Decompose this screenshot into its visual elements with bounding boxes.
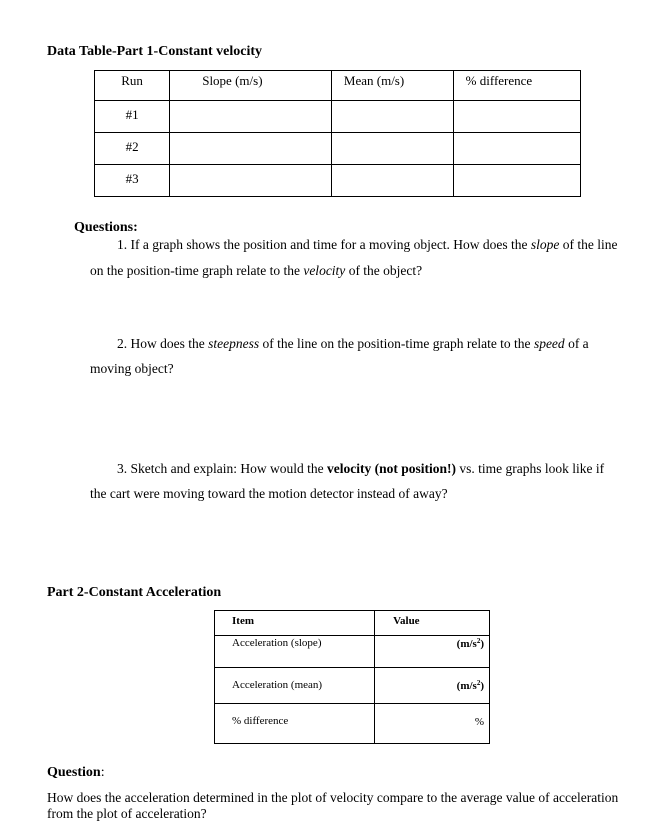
unit-label: (m/s [456, 680, 477, 692]
questions-heading: Questions: [74, 220, 138, 235]
unit-superscript: 2 [476, 679, 481, 687]
value-cell[interactable] [375, 704, 490, 744]
run-cell: #1 [95, 101, 170, 133]
final-question-colon: : [100, 765, 105, 780]
table-row [95, 165, 581, 197]
q1-text-c: of the line [559, 237, 618, 252]
q2-text-f: moving object? [90, 361, 174, 376]
part1-title: Data Table-Part 1-Constant velocity [47, 44, 263, 59]
unit-close: ) [480, 638, 484, 650]
item-cell: Acceleration (mean) [215, 668, 375, 704]
table-row [215, 668, 490, 704]
run-cell: #2 [95, 133, 170, 165]
unit-label: % [474, 716, 484, 728]
header-run: Run [95, 71, 170, 101]
final-question-line-2: from the plot of acceleration? [47, 806, 207, 821]
value-cell[interactable] [375, 636, 490, 668]
q1-text-f: of the object? [345, 263, 423, 278]
slope-cell[interactable] [170, 133, 332, 165]
header-slope: Slope (m/s) [170, 71, 332, 101]
mean-cell[interactable] [331, 133, 453, 165]
slope-cell[interactable] [170, 165, 332, 197]
q2-emphasis-steepness: steepness [208, 336, 260, 351]
q1-text-a: 1. If a graph shows the position and time for a moving object. How does the [117, 237, 531, 252]
unit-close: ) [480, 680, 484, 692]
item-cell: Acceleration (slope) [215, 636, 375, 668]
q2-text-e: of a [564, 336, 589, 351]
q2-text-a: 2. How does the [117, 336, 209, 351]
table-row [215, 636, 490, 668]
item-cell: % difference [215, 704, 375, 744]
q3-text-c: vs. time graphs look like if [455, 461, 605, 476]
q2-emphasis-speed: speed [533, 336, 565, 351]
final-question-label: Question [47, 765, 101, 780]
unit-superscript: 2 [476, 637, 481, 645]
q3-text-a: 3. Sketch and explain: How would the [117, 461, 327, 476]
table-header-row [215, 611, 490, 636]
question-3-line-1 [117, 461, 604, 477]
final-question-line-1: How does the acceleration determined in the plot of velocity compare to the average value of acceleration [47, 790, 619, 805]
unit-label: (m/s [456, 638, 477, 650]
q1-text-d: on the position-time graph relate to the [90, 263, 304, 278]
question-2-line-1 [117, 336, 589, 352]
q3-emphasis-velocity: velocity (not position!) [326, 461, 456, 476]
question-2-line-2 [90, 361, 174, 377]
table-row [215, 704, 490, 744]
table-row [95, 101, 581, 133]
q1-emphasis-velocity: velocity [303, 263, 346, 278]
final-question-heading [47, 765, 105, 781]
q1-emphasis-slope: slope [530, 237, 560, 252]
run-cell: #3 [95, 165, 170, 197]
slope-cell[interactable] [170, 101, 332, 133]
question-1-line-2 [90, 263, 422, 279]
value-cell[interactable] [375, 668, 490, 704]
difference-cell[interactable] [453, 133, 580, 165]
part2-title: Part 2-Constant Acceleration [47, 585, 222, 600]
header-mean: Mean (m/s) [331, 71, 453, 101]
header-item: Item [215, 611, 375, 636]
mean-cell[interactable] [331, 101, 453, 133]
table-header-row [95, 71, 581, 101]
q3-text-d: the cart were moving toward the motion detector instead of away? [90, 486, 448, 501]
header-value: Value [375, 611, 490, 636]
difference-cell[interactable] [453, 165, 580, 197]
question-1-line-1 [117, 237, 618, 253]
header-difference: % difference [453, 71, 580, 101]
constant-acceleration-table [214, 610, 490, 744]
difference-cell[interactable] [453, 101, 580, 133]
q2-text-c: of the line on the position-time graph relate to the [259, 336, 534, 351]
mean-cell[interactable] [331, 165, 453, 197]
table-row [95, 133, 581, 165]
constant-velocity-table [94, 70, 581, 197]
question-3-line-2 [90, 486, 448, 502]
